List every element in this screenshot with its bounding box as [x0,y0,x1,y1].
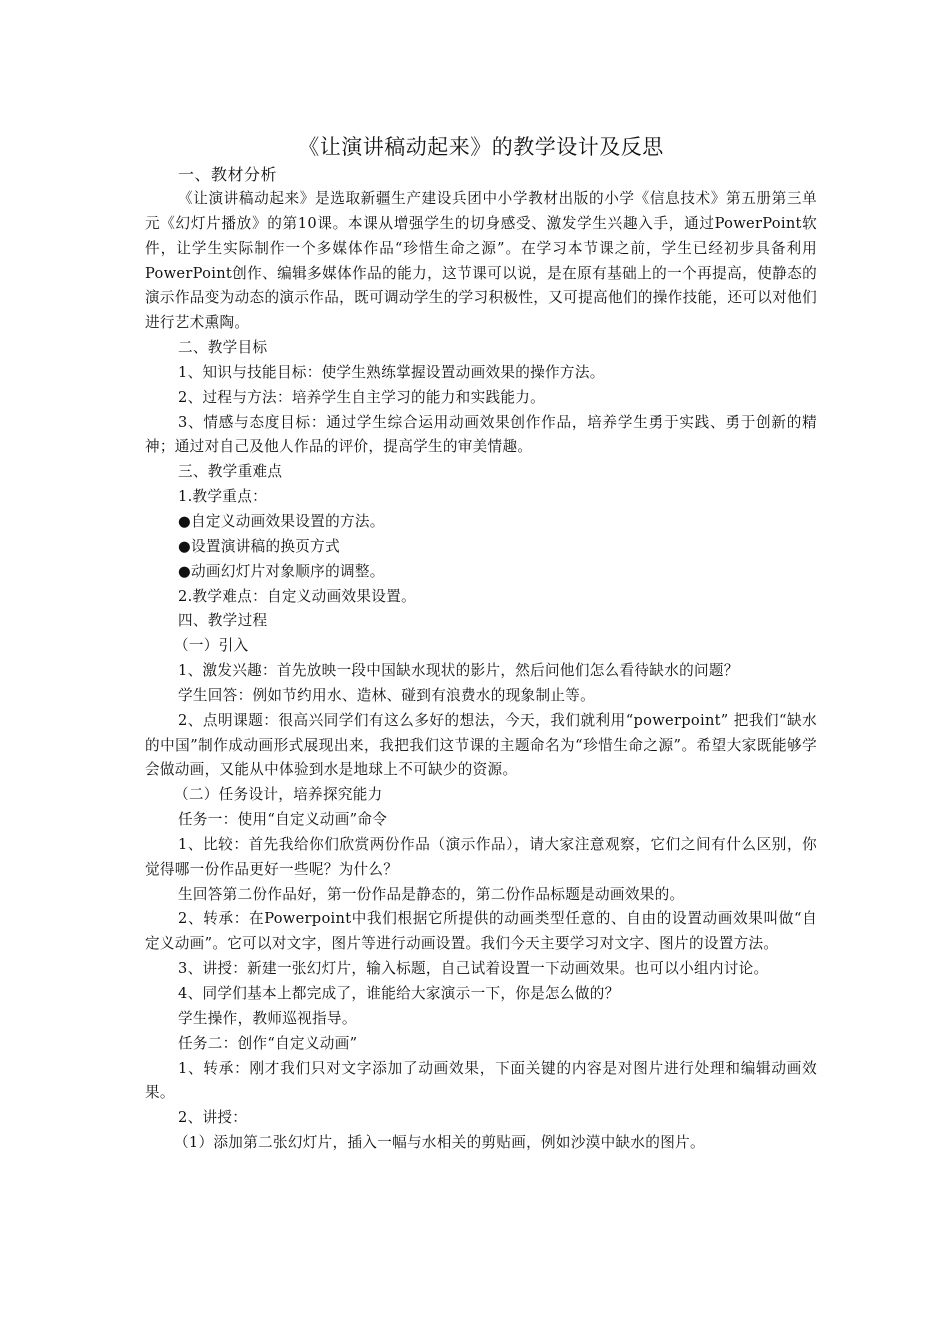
task-paragraph: （1）添加第二张幻灯片，插入一幅与水相关的剪贴画，例如沙漠中缺水的图片。 [174,1134,705,1152]
key-points-label: 1.教学重点： [178,488,267,506]
task-paragraph: 1、比较：首先我给你们欣赏两份作品（演示作品），请大家注意观察，它们之间有什么区别，你觉得哪一份作品更好一些呢？为什么？ [145,835,817,878]
goal-item: 1、知识与技能目标：使学生熟练掌握设置动画效果的操作方法。 [178,363,605,381]
document-page [145,132,817,1156]
task-paragraph: 2、转承：在Powerpoint中我们根据它所提供的动画类型任意的、自由的设置动画效果叫做“自定义动画”。它可以对文字，图片等进行动画设置。我们今天主要学习对文字、图片的设置方法。 [145,910,817,953]
task-paragraph: 学生操作，教师巡视指导。 [178,1009,357,1027]
task-paragraph: 3、讲授：新建一张幻灯片，输入标题，自己试着设置一下动画效果。也可以小组内讨论。 [178,960,769,978]
step-paragraph: 学生回答：例如节约用水、造林、碰到有浪费水的现象制止等。 [178,686,596,704]
step-paragraph: 2、点明课题：很高兴同学们有这么多好的想法，今天，我们就利用“powerpoint” 把我们“缺水的中国”制作成动画形式展现出来，我把我们这节课的主题命名为“珍惜生命之源”。希望大家既能够学会做动画，又能从中体验到水是地球上不可缺少的资源。 [145,711,817,779]
key-point-item: ●设置演讲稿的换页方式 [178,537,340,555]
task-paragraph: 生回答第二份作品好，第一份作品是静态的，第二份作品标题是动画效果的。 [178,885,685,903]
goal-item: 2、过程与方法：培养学生自主学习的能力和实践能力。 [178,388,546,406]
key-point-item: ●自定义动画效果设置的方法。 [178,512,385,530]
key-point-item: ●动画幻灯片对象顺序的调整。 [178,562,385,580]
goal-item: 3、情感与态度目标：通过学生综合运用动画效果创作作品，培养学生勇于实践、勇于创新的精神；通过对自己及他人作品的评价，提高学生的审美情趣。 [145,413,817,456]
section-heading-process: 四、教学过程 [178,612,268,630]
task-heading: 任务二：创作“自定义动画” [178,1034,358,1052]
task-paragraph: 1、转承：刚才我们只对文字添加了动画效果，下面关键的内容是对图片进行处理和编辑动画效果。 [145,1059,817,1102]
task-heading: 任务一：使用“自定义动画”命令 [178,811,388,829]
intro-paragraph: 《让演讲稿动起来》是选取新疆生产建设兵团中小学教材出版的小学《信息技术》第五册第三单元《幻灯片播放》的第10课。本课从增强学生的切身感受、激发学生兴趣入手，通过PowerPoint软件，让学生实际制作一个多媒体作品“珍惜生命之源”。在学习本节课之前，学生已经初步具备利用PowerPoint创作、编辑多媒体作品的能力，这节课可以说，是在原有基础上的一个再提高，使静态的演示作品变为动态的演示作品，既可调动学生的学习积极性，又可提高他们的操作技能，还可以对他们进行艺术熏陶。 [145,190,817,332]
section-heading-key-points: 三、教学重难点 [178,463,283,481]
step-paragraph: 1、激发兴趣：首先放映一段中国缺水现状的影片，然后问他们怎么看待缺水的问题？ [178,662,739,680]
section-heading-goals: 二、教学目标 [178,339,268,357]
step-heading-intro: （一）引入 [174,637,249,655]
task-paragraph: 2、讲授： [178,1109,248,1127]
document-title: 《让演讲稿动起来》的教学设计及反思 [298,135,664,159]
task-paragraph: 4、同学们基本上都完成了，谁能给大家演示一下，你是怎么做的？ [178,985,620,1002]
difficulty-item: 2.教学难点：自定义动画效果设置。 [178,587,416,605]
step-heading-task-design: （二）任务设计，培养探究能力 [174,786,383,804]
section-heading-textbook-analysis: 一、教材分析 [178,165,278,184]
